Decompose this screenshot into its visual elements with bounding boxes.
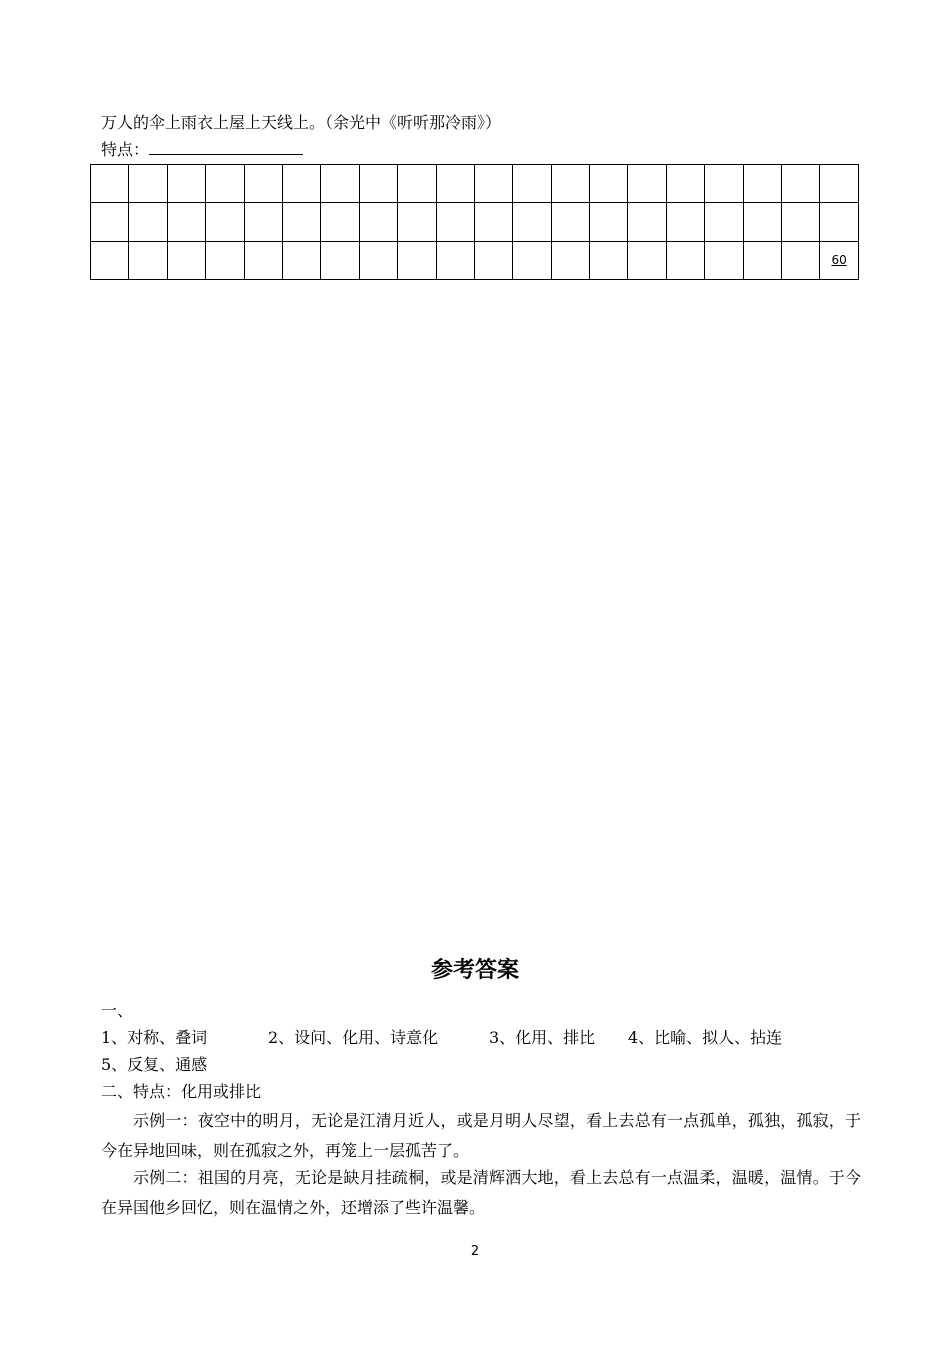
grid-cell[interactable] (551, 165, 589, 203)
grid-cell[interactable] (666, 203, 704, 241)
grid-cell[interactable] (282, 203, 320, 241)
quote-tail: 万人的伞上雨衣上屋上天线上。（余光中《听听那冷雨》） (101, 113, 502, 132)
character-count-marker: 60 (831, 253, 847, 268)
grid-cell[interactable] (590, 203, 628, 241)
grid-cell[interactable] (321, 241, 359, 279)
grid-cell[interactable] (474, 165, 512, 203)
grid-cell[interactable] (666, 165, 704, 203)
grid-cell[interactable] (359, 241, 397, 279)
grid-cell[interactable] (551, 241, 589, 279)
grid-cell[interactable] (398, 203, 436, 241)
grid-cell[interactable] (167, 203, 205, 241)
grid-cell[interactable] (206, 165, 244, 203)
grid-row (91, 203, 859, 241)
grid-cell[interactable] (129, 241, 167, 279)
grid-cell[interactable] (167, 165, 205, 203)
grid-cell[interactable] (206, 241, 244, 279)
grid-cell[interactable] (474, 203, 512, 241)
grid-cell[interactable] (705, 203, 743, 241)
grid-cell[interactable] (436, 165, 474, 203)
grid-cell[interactable] (244, 241, 282, 279)
grid-row (91, 165, 859, 203)
example-one: 示例一：夜空中的明月，无论是江清月近人，或是月明人尽望，看上去总有一点孤单，孤独，孤寂，于今在异地回味，则在孤寂之外，再笼上一层孤苦了。 (101, 1111, 861, 1160)
grid-cell[interactable] (359, 165, 397, 203)
grid-cell[interactable] (91, 241, 129, 279)
example-two: 示例二：祖国的月亮，无论是缺月挂疏桐，或是清辉洒大地，看上去总有一点温柔，温暖，温情。于今在异国他乡回忆，则在温情之外，还增添了些许温馨。 (101, 1168, 861, 1217)
feature-answer-line (101, 140, 303, 160)
grid-cell[interactable] (705, 241, 743, 279)
grid-cell[interactable] (666, 241, 704, 279)
grid-cell[interactable] (782, 241, 820, 279)
grid-cell[interactable] (590, 165, 628, 203)
grid-cell[interactable] (436, 203, 474, 241)
grid-cell[interactable] (513, 165, 551, 203)
grid-cell[interactable] (782, 165, 820, 203)
grid-cell[interactable] (551, 203, 589, 241)
grid-cell[interactable] (91, 203, 129, 241)
grid-cell[interactable] (820, 165, 858, 203)
section1-answers (101, 1023, 861, 1053)
grid-cell[interactable] (628, 203, 666, 241)
answer-item: 4、比喻、拟人、拈连 (628, 1028, 783, 1047)
grid-cell[interactable] (167, 241, 205, 279)
answer-item: 2、设问、化用、诗意化 (268, 1028, 439, 1047)
answer-item: 5、反复、通感 (101, 1055, 208, 1074)
grid-cell[interactable] (782, 203, 820, 241)
grid-cell[interactable] (590, 241, 628, 279)
grid-row (91, 241, 859, 279)
answer-item: 3、化用、排比 (489, 1028, 596, 1047)
grid-cell[interactable] (244, 165, 282, 203)
grid-cell[interactable] (743, 203, 781, 241)
grid-cell[interactable] (436, 241, 474, 279)
section1-heading: 一、 (101, 1001, 134, 1020)
answers-title: 参考答案 (430, 958, 519, 983)
grid-cell[interactable] (282, 241, 320, 279)
grid-cell[interactable] (206, 203, 244, 241)
page-number: 2 (470, 1244, 480, 1259)
grid-cell[interactable] (705, 165, 743, 203)
section2-heading: 二、特点：化用或排比 (101, 1082, 262, 1101)
grid-cell[interactable] (820, 241, 858, 279)
grid-cell[interactable] (743, 165, 781, 203)
grid-cell[interactable] (129, 203, 167, 241)
writing-grid (90, 164, 859, 280)
answer-item: 1、对称、叠词 (101, 1028, 208, 1047)
grid-cell[interactable] (244, 203, 282, 241)
grid-cell[interactable] (628, 165, 666, 203)
answer-blank[interactable] (149, 140, 303, 155)
grid-cell[interactable] (820, 203, 858, 241)
grid-cell[interactable] (628, 241, 666, 279)
grid-cell[interactable] (91, 165, 129, 203)
grid-cell[interactable] (282, 165, 320, 203)
grid-cell[interactable] (474, 241, 512, 279)
grid-cell[interactable] (129, 165, 167, 203)
grid-cell[interactable] (513, 241, 551, 279)
grid-cell[interactable] (321, 165, 359, 203)
grid-cell[interactable] (513, 203, 551, 241)
feature-label: 特点： (101, 140, 150, 159)
grid-cell[interactable] (398, 241, 436, 279)
grid-cell[interactable] (321, 203, 359, 241)
grid-cell[interactable] (398, 165, 436, 203)
grid-cell[interactable] (743, 241, 781, 279)
grid-cell[interactable] (359, 203, 397, 241)
